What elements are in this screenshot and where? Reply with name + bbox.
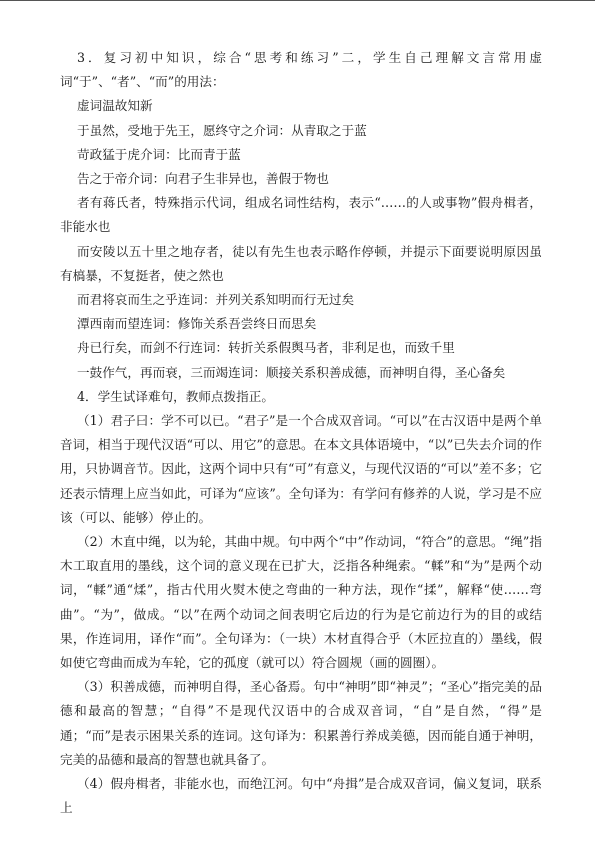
paragraph-zhe-usage-2: 而安陵以五十里之地存者，徒以有先生也表示略作停顿，并提示下面要说明原因虽有槁暴，不复挺者，使之然也 (60, 243, 542, 283)
paragraph-translation-1: （1）君子曰：学不可以已。“君子”是一个合成双音词。“可以”在古汉语中是两个单音词，相当于现代汉语“可以、用它”的意思。在本文具体语境中，“以”已失去介词的作用，只协调音节。因此，这两个词中只有“可”有意义，与现代汉语的“可以”差不多；它还表示情理上应当如此，可译为“应该”。全句译为：有学问有修养的人说，学习是不应该（可以、能够）停止的。 (60, 413, 542, 525)
paragraph-yu-usage-1: 于虽然，受地于先王，愿终守之介词：从青取之于蓝 (77, 122, 367, 138)
paragraph-translation-2: （2）木直中绳，以为轮，其曲中规。句中两个“中”作动词，“符合”的意思。“绳”指木工取直用的墨线，这个词的意义现在已扩大，泛指各种绳索。“輮”和“为”是两个动词，“輮”通“煣”，指古代用火熨木使之弯曲的一种方法，现作“揉”，解释“使……弯曲”。“为”，做成。“以”在两个动词之间表明它后边的行为是它前边行为的目的或结果，作连词用，译作“而”。全句译为：（一块）木材直得合乎（木匠拉直的）墨线，假如使它弯曲而成为车轮，它的孤度（就可以）符合圆规（画的圆圈）。 (60, 534, 542, 671)
paragraph-er-usage-4: 一鼓作气，再而衰，三而竭连词：顺接关系积善成德，而神明自得，圣心备矣 (77, 364, 506, 380)
paragraph-translation-4: （4）假舟楫者，非能水也，而绝江河。句中“舟揖”是合成双音词，偏义复词，联系上 (60, 776, 542, 816)
paragraph-zhe-usage-1: 者有蒋氏者，特殊指示代词，组成名词性结构，表示“……的人或事物”假舟楫者，非能水也 (60, 195, 542, 235)
paragraph-translation-3: （3）积善成德，而神明自得，圣心备焉。句中“神明”即“神灵”；“圣心”指完美的品德和最高的智慧；“自得”不是现代汉语中的合成双音词，“自”是自然，“得”是通；“而”是表示困果关系的连词。这句译为：积累善行养成美德，因而能自通于神明，完美的品德和最高的智慧也就具备了。 (60, 679, 542, 767)
page-top-rule (0, 0, 595, 1)
paragraph-yu-usage-2: 苛政猛于虎介词：比而青于蓝 (77, 146, 241, 162)
paragraph-translation-intro: 4．学生试译难句，教师点拨指正。 (77, 388, 274, 404)
paragraph-yu-usage-3: 告之于帝介词：向君子生非异也，善假于物也 (77, 171, 329, 187)
paragraph-review-intro: 3．复习初中知识，综合“思考和练习”二，学生自己理解文言常用虚词“于”、“者”、“而”的用法： (60, 50, 542, 90)
paragraph-er-usage-1: 而君将哀而生之乎连词：并列关系知明而行无过矣 (77, 292, 355, 308)
document-body (60, 46, 542, 821)
paragraph-heading-function-words: 虚词温故知新 (77, 98, 153, 114)
paragraph-er-usage-2: 潭西南而望连词：修饰关系吾尝终日而思矣 (77, 316, 317, 332)
paragraph-er-usage-3: 舟已行矣，而剑不行连词：转折关系假舆马者，非利足也，而致千里 (77, 340, 455, 356)
